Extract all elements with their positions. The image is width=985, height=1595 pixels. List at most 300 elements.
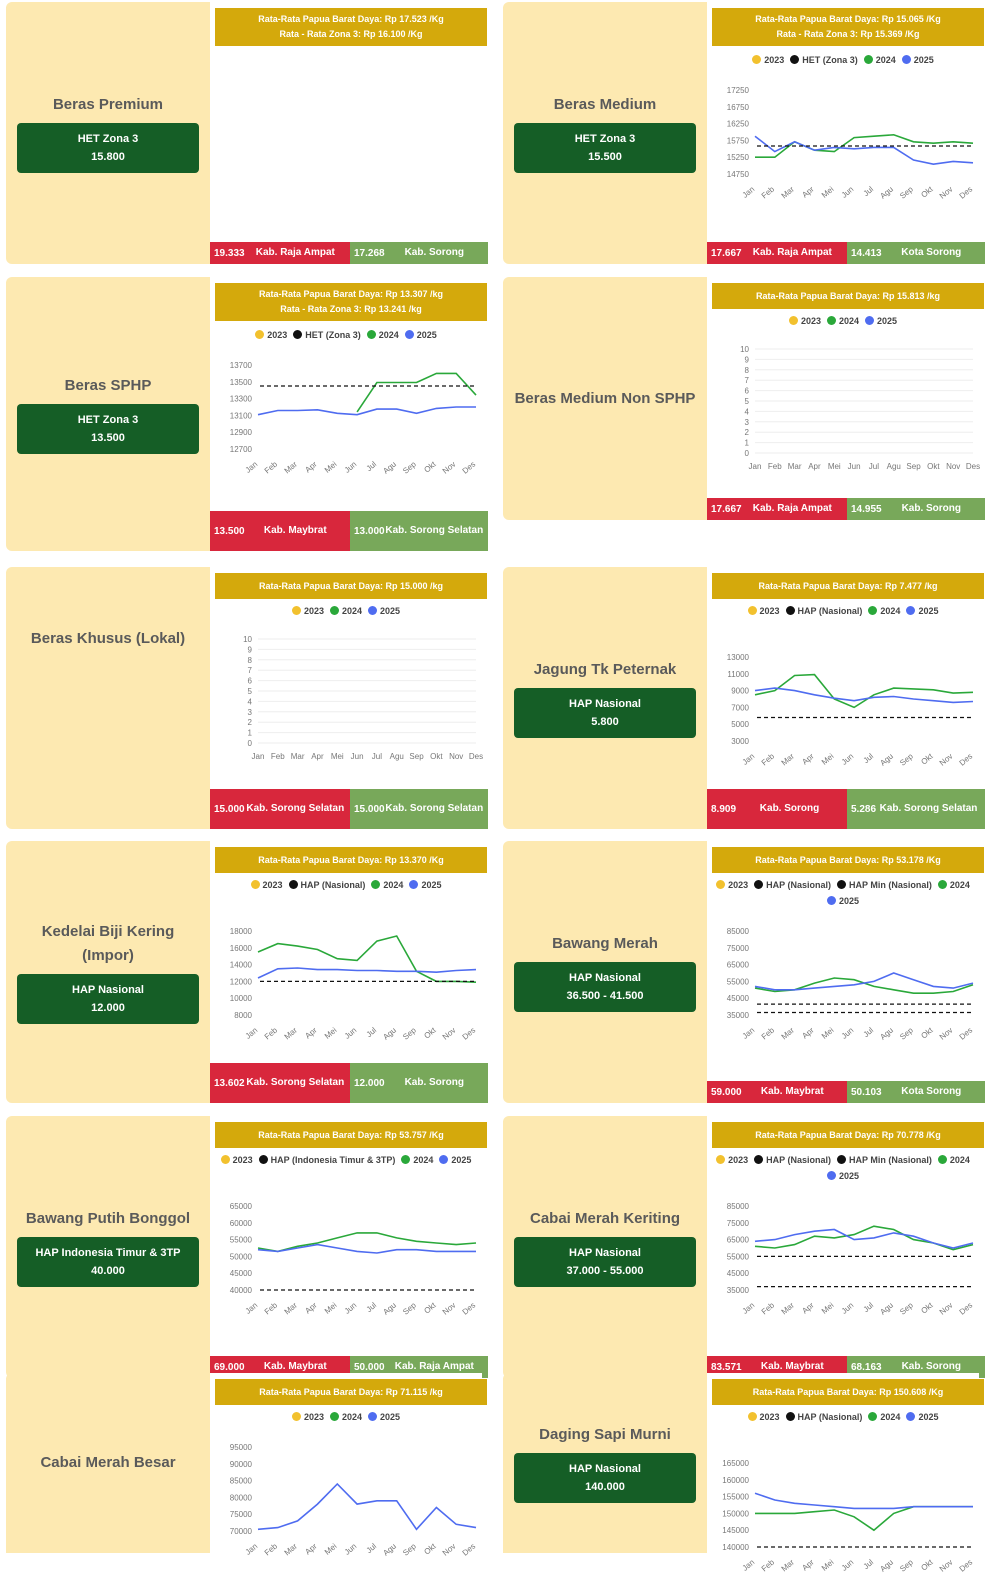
price-footer	[707, 1081, 985, 1103]
card-beras-sphp[interactable]	[6, 277, 482, 551]
x-tick-label: Jun	[342, 1541, 359, 1557]
x-tick-label: Agu	[389, 752, 404, 761]
legend-label: 2024	[378, 330, 399, 340]
legend-dot-icon	[837, 880, 846, 889]
x-tick-label: Agu	[878, 751, 896, 768]
x-tick-label: Feb	[262, 1300, 280, 1317]
min-location: Kab. Sorong	[404, 247, 465, 258]
y-tick-label: 55000	[229, 1235, 252, 1245]
legend-label: 2024	[341, 1412, 363, 1422]
legend-item[interactable]	[716, 1152, 748, 1168]
legend-label: 2024	[383, 880, 404, 890]
y-tick-label: 13500	[229, 377, 252, 387]
price-footer	[210, 1063, 488, 1103]
legend-item[interactable]	[748, 1409, 780, 1425]
y-tick-label: 140000	[722, 1543, 749, 1552]
x-tick-label: Des	[957, 1300, 975, 1317]
min-price[interactable]	[350, 1063, 488, 1103]
legend-item[interactable]	[367, 327, 399, 343]
legend-dot-icon	[864, 55, 873, 64]
legend-item[interactable]	[837, 1152, 932, 1168]
card-cabai-merah-keriting[interactable]	[503, 1116, 979, 1378]
legend-item[interactable]	[255, 327, 287, 343]
min-value: 68.163	[851, 1361, 882, 1373]
max-value: 19.333	[214, 247, 245, 259]
chart-legend	[210, 327, 482, 343]
y-tick-label: 9	[247, 645, 252, 655]
legend-dot-icon	[827, 1171, 836, 1180]
y-tick-label: 6	[247, 676, 252, 686]
x-tick-label: Okt	[430, 752, 443, 761]
x-tick-label: Jan	[251, 752, 265, 761]
min-price[interactable]	[847, 498, 985, 520]
legend-item[interactable]	[789, 313, 821, 329]
y-tick-label: 75000	[726, 1218, 749, 1228]
average-province: Rata-Rata Papua Barat Daya: Rp 7.477 /kg	[758, 580, 938, 591]
min-value: 17.268	[354, 247, 385, 259]
y-tick-label: 55000	[726, 1252, 749, 1262]
x-tick-label: Apr	[303, 1025, 319, 1041]
x-tick-label: Apr	[800, 1025, 816, 1041]
legend-dot-icon	[368, 606, 377, 615]
x-tick-label: Mar	[282, 1300, 299, 1317]
y-tick-label: 8	[744, 365, 749, 375]
commodity-name: Bawang Merah	[552, 935, 658, 952]
x-tick-label: Feb	[767, 462, 782, 471]
legend-label: 2024	[880, 606, 901, 616]
y-tick-label: 145000	[722, 1526, 749, 1536]
legend-item[interactable]	[786, 1409, 863, 1425]
y-tick-label: 60000	[229, 1218, 252, 1228]
price-chart	[707, 1455, 979, 1595]
x-tick-label: Mar	[779, 1025, 796, 1042]
legend-label: 2023	[764, 55, 785, 65]
legend-dot-icon	[255, 330, 264, 339]
average-zone: Rata - Rata Zona 3: Rp 15.369 /Kg	[776, 29, 920, 39]
legend-dot-icon	[786, 1412, 795, 1421]
average-header	[712, 573, 984, 599]
legend-label: 2024	[875, 55, 896, 65]
y-tick-label: 3000	[731, 737, 749, 746]
x-tick-label: Jan	[740, 751, 757, 767]
card-beras-khusus[interactable]	[6, 567, 482, 829]
max-price[interactable]	[210, 511, 350, 551]
x-tick-label: Sep	[401, 1300, 418, 1317]
card-cabai-merah-besar[interactable]	[6, 1373, 482, 1558]
y-tick-label: 75000	[229, 1510, 252, 1520]
x-tick-label: Mar	[787, 462, 802, 471]
y-tick-label: 13000	[726, 653, 749, 662]
card-kedelai[interactable]	[6, 841, 482, 1103]
legend-item[interactable]	[938, 1152, 970, 1168]
x-tick-label: Jan	[243, 1025, 260, 1041]
legend-dot-icon	[938, 880, 947, 889]
x-tick-label: Mar	[282, 1025, 299, 1042]
legend-item[interactable]	[754, 877, 831, 893]
average-header	[215, 847, 487, 873]
x-tick-label: Sep	[906, 462, 921, 471]
y-tick-label: 10	[740, 345, 749, 354]
y-tick-label: 15750	[726, 136, 749, 146]
x-tick-label: Des	[965, 462, 981, 471]
x-tick-label: Jul	[364, 1300, 379, 1315]
y-tick-label: 2	[247, 718, 252, 728]
min-price[interactable]	[350, 242, 488, 264]
commodity-panel	[6, 1373, 210, 1553]
max-value: 59.000	[711, 1086, 742, 1098]
commodity-panel	[503, 1116, 707, 1378]
x-tick-label: Feb	[759, 751, 777, 768]
min-location: Kab. Raja Ampat	[394, 1361, 474, 1372]
legend-item[interactable]	[902, 52, 934, 68]
legend-label: HAP (Nasional)	[766, 880, 831, 890]
card-beras-medium-non-sphp[interactable]	[503, 277, 979, 520]
legend-item[interactable]	[864, 52, 896, 68]
min-price[interactable]	[350, 789, 488, 829]
legend-label: 2025	[380, 606, 401, 616]
average-province: Rata-Rata Papua Barat Daya: Rp 53.178 /Kg	[755, 854, 941, 865]
max-location: Kab. Maybrat	[263, 525, 327, 536]
commodity-panel	[503, 841, 707, 1103]
min-location: Kab. Sorong Selatan	[879, 803, 978, 814]
series-line-2025	[755, 1493, 973, 1508]
legend-dot-icon	[754, 1155, 763, 1164]
chart-legend	[707, 1152, 979, 1184]
x-tick-label: Jun	[342, 459, 359, 475]
max-price[interactable]	[210, 789, 350, 829]
legend-item[interactable]	[786, 603, 863, 619]
legend-item[interactable]	[401, 1152, 433, 1168]
series-line-2024	[755, 675, 973, 708]
chart-panel	[210, 1373, 482, 1558]
legend-item[interactable]	[330, 603, 362, 619]
het-badge	[514, 123, 696, 173]
y-tick-label: 4	[247, 697, 252, 707]
min-price[interactable]	[847, 1081, 985, 1103]
y-tick-label: 15250	[726, 153, 749, 163]
max-value: 15.000	[214, 803, 245, 815]
average-header	[712, 847, 984, 873]
x-tick-label: Jan	[748, 462, 762, 471]
x-tick-label: Des	[957, 1025, 975, 1042]
y-tick-label: 150000	[722, 1509, 749, 1519]
badge-value: 5.800	[591, 716, 619, 728]
average-header	[712, 1122, 984, 1148]
average-province: Rata-Rata Papua Barat Daya: Rp 71.115 /kg	[259, 1386, 443, 1397]
x-tick-label: Nov	[937, 1025, 955, 1042]
min-value: 12.000	[354, 1077, 385, 1089]
legend-item[interactable]	[790, 52, 858, 68]
average-header	[712, 1379, 984, 1405]
legend-label: 2024	[838, 316, 860, 326]
x-tick-label: Jul	[868, 462, 880, 471]
y-tick-label: 35000	[726, 1286, 749, 1295]
x-tick-label: Okt	[919, 184, 935, 200]
y-tick-label: 75000	[726, 943, 749, 953]
x-tick-label: Des	[957, 184, 975, 201]
legend-label: HAP (Indonesia Timur & 3TP)	[270, 1155, 396, 1165]
price-chart	[707, 341, 979, 481]
average-province: Rata-Rata Papua Barat Daya: Rp 53.757 /Kg	[258, 1129, 444, 1140]
commodity-panel	[503, 567, 707, 829]
min-value: 50.000	[354, 1361, 385, 1373]
legend-dot-icon	[716, 880, 725, 889]
y-tick-label: 0	[744, 449, 749, 458]
badge-label: HAP Indonesia Timur & 3TP	[35, 1247, 181, 1259]
x-tick-label: Okt	[422, 459, 438, 475]
legend-item[interactable]	[868, 1409, 900, 1425]
y-tick-label: 16750	[726, 102, 749, 112]
card-daging-sapi[interactable]	[503, 1373, 979, 1574]
commodity-panel	[6, 2, 210, 264]
min-price[interactable]	[847, 242, 985, 264]
legend-label: 2024	[341, 606, 363, 616]
x-tick-label: Sep	[898, 1300, 915, 1317]
x-tick-label: Apr	[800, 751, 816, 767]
chart-panel	[707, 1116, 979, 1378]
average-header	[712, 8, 984, 46]
y-tick-label: 7000	[731, 703, 749, 713]
legend-item[interactable]	[906, 1409, 938, 1425]
min-location: Kab. Sorong	[901, 1361, 962, 1372]
legend-label: HAP (Nasional)	[797, 1412, 863, 1422]
x-tick-label: Mar	[282, 459, 299, 476]
x-tick-label: Jun	[839, 1300, 856, 1316]
max-value: 69.000	[214, 1361, 245, 1373]
x-tick-label: Nov	[937, 184, 955, 201]
x-tick-label: Jul	[861, 1300, 876, 1315]
y-tick-label: 12900	[229, 428, 252, 438]
max-price[interactable]	[707, 498, 847, 520]
min-location: Kab. Sorong	[901, 503, 962, 514]
x-tick-label: Okt	[422, 1300, 438, 1316]
x-tick-label: Mar	[282, 1541, 299, 1558]
legend-dot-icon	[868, 1412, 877, 1421]
legend-dot-icon	[752, 55, 761, 64]
y-tick-label: 1	[247, 728, 252, 738]
legend-item[interactable]	[837, 877, 932, 893]
max-location: Kab. Maybrat	[263, 1361, 327, 1372]
badge-label: HET Zona 3	[574, 133, 636, 145]
legend-item[interactable]	[292, 1409, 324, 1425]
average-province: Rata-Rata Papua Barat Daya: Rp 70.778 /Kg	[755, 1129, 941, 1140]
x-tick-label: Agu	[381, 1541, 399, 1558]
min-price[interactable]	[350, 511, 488, 551]
card-beras-premium[interactable]	[6, 2, 482, 264]
x-tick-label: Jul	[364, 1541, 379, 1556]
badge-label: HET Zona 3	[77, 414, 139, 426]
het-badge	[17, 404, 199, 454]
chart-legend	[707, 877, 979, 909]
chart-panel	[210, 2, 482, 264]
legend-label: 2025	[913, 55, 934, 65]
average-header	[215, 1122, 487, 1148]
legend-item[interactable]	[439, 1152, 471, 1168]
legend-item[interactable]	[259, 1152, 396, 1168]
y-tick-label: 0	[247, 739, 252, 748]
y-tick-label: 18000	[229, 927, 252, 936]
legend-dot-icon	[367, 330, 376, 339]
x-tick-label: Mar	[779, 184, 796, 201]
max-price[interactable]	[707, 1081, 847, 1103]
x-tick-label: Mei	[330, 752, 344, 761]
y-tick-label: 7	[247, 666, 252, 676]
y-tick-label: 45000	[229, 1269, 252, 1279]
y-tick-label: 12700	[229, 445, 252, 454]
legend-item[interactable]	[409, 877, 441, 893]
commodity-name: Beras Khusus (Lokal)	[30, 630, 186, 647]
legend-item[interactable]	[716, 877, 748, 893]
x-tick-label: Nov	[449, 752, 464, 761]
legend-item[interactable]	[827, 313, 859, 329]
x-tick-label: Jan	[243, 1541, 260, 1557]
card-bawang-merah[interactable]	[503, 841, 979, 1103]
legend-label: 2025	[877, 316, 898, 326]
x-tick-label: Apr	[800, 1300, 816, 1316]
chart-panel	[210, 567, 482, 829]
y-tick-label: 65000	[726, 960, 749, 970]
legend-item[interactable]	[330, 1409, 362, 1425]
min-value: 50.103	[851, 1086, 882, 1098]
legend-label: 2023	[267, 330, 288, 340]
series-line-2025	[258, 1484, 476, 1529]
x-tick-label: Agu	[381, 1025, 399, 1042]
x-tick-label: Agu	[878, 1300, 896, 1317]
legend-label: 2024	[880, 1412, 901, 1422]
badge-label: HAP Nasional	[569, 1247, 641, 1259]
x-tick-label: Feb	[759, 1300, 777, 1317]
legend-dot-icon	[405, 330, 414, 339]
x-tick-label: Feb	[759, 184, 777, 201]
average-header	[215, 8, 487, 46]
max-value: 13.500	[214, 525, 245, 537]
badge-label: HAP Nasional	[569, 972, 641, 984]
max-price[interactable]	[210, 1063, 350, 1103]
x-tick-label: Des	[460, 459, 478, 476]
chart-legend	[707, 603, 979, 619]
max-price[interactable]	[707, 242, 847, 264]
badge-value: 36.500 - 41.500	[566, 990, 644, 1002]
y-tick-label: 85000	[726, 1202, 749, 1211]
chart-legend	[210, 877, 482, 893]
y-tick-label: 155000	[722, 1492, 749, 1502]
price-chart	[707, 82, 979, 222]
legend-item[interactable]	[748, 603, 780, 619]
legend-item[interactable]	[752, 52, 784, 68]
x-tick-label: Sep	[898, 184, 915, 201]
y-tick-label: 5	[247, 687, 252, 696]
legend-item[interactable]	[938, 877, 970, 893]
legend-label: HAP (Nasional)	[300, 880, 366, 890]
legend-label: 2025	[918, 606, 939, 616]
legend-item[interactable]	[251, 877, 283, 893]
x-tick-label: Jun	[342, 1300, 359, 1316]
y-tick-label: 13300	[229, 394, 252, 404]
price-footer	[210, 242, 488, 264]
legend-item[interactable]	[868, 603, 900, 619]
min-price[interactable]	[847, 789, 985, 829]
hap-badge	[514, 1453, 696, 1503]
legend-item[interactable]	[368, 603, 400, 619]
legend-item[interactable]	[371, 877, 403, 893]
legend-item[interactable]	[289, 877, 366, 893]
x-tick-label: Sep	[898, 751, 915, 768]
legend-item[interactable]	[906, 603, 938, 619]
legend-dot-icon	[409, 880, 418, 889]
x-tick-label: Sep	[409, 752, 424, 761]
y-tick-label: 45000	[726, 994, 749, 1004]
x-tick-label: Jan	[740, 1300, 757, 1316]
x-tick-label: Mei	[819, 184, 836, 200]
legend-dot-icon	[368, 1412, 377, 1421]
max-location: Kab. Sorong Selatan	[246, 1077, 345, 1088]
y-tick-label: 16000	[229, 943, 252, 953]
legend-label: 2023	[759, 1412, 780, 1422]
x-tick-label: Mei	[827, 462, 841, 471]
chart-legend	[707, 1409, 979, 1425]
y-tick-label: 70000	[229, 1527, 252, 1536]
legend-item[interactable]	[865, 313, 897, 329]
legend-item[interactable]	[827, 893, 859, 909]
card-jagung[interactable]	[503, 567, 979, 829]
x-tick-label: Agu	[886, 462, 901, 471]
legend-label: 2024	[949, 880, 970, 890]
x-tick-label: Nov	[946, 462, 961, 471]
x-tick-label: Mar	[779, 1300, 796, 1317]
x-tick-label: Des	[957, 1557, 975, 1574]
series-line-2025	[258, 407, 476, 415]
max-price[interactable]	[707, 789, 847, 829]
legend-item[interactable]	[827, 1168, 859, 1184]
legend-dot-icon	[789, 316, 798, 325]
y-tick-label: 55000	[726, 977, 749, 987]
max-value: 17.667	[711, 503, 742, 515]
card-bawang-putih[interactable]	[6, 1116, 482, 1378]
legend-dot-icon	[401, 1155, 410, 1164]
legend-dot-icon	[868, 606, 877, 615]
legend-label: 2023	[759, 606, 780, 616]
y-tick-label: 80000	[229, 1493, 252, 1503]
price-chart	[707, 649, 979, 789]
card-beras-medium[interactable]	[503, 2, 979, 264]
x-tick-label: Jun	[847, 462, 861, 471]
max-price[interactable]	[210, 242, 350, 264]
max-location: Kab. Sorong	[759, 803, 820, 814]
y-tick-label: 14750	[726, 170, 749, 179]
legend-item[interactable]	[293, 327, 361, 343]
legend-item[interactable]	[754, 1152, 831, 1168]
commodity-panel	[503, 1373, 707, 1553]
max-location: Kab. Sorong Selatan	[246, 803, 345, 814]
min-value: 5.286	[851, 803, 877, 815]
x-tick-label: Mei	[819, 751, 836, 767]
legend-dot-icon	[330, 606, 339, 615]
badge-value: 15.500	[588, 151, 622, 163]
legend-item[interactable]	[292, 603, 324, 619]
x-tick-label: Nov	[937, 1557, 955, 1574]
x-tick-label: Apr	[800, 184, 816, 200]
legend-item[interactable]	[368, 1409, 400, 1425]
legend-item[interactable]	[221, 1152, 253, 1168]
x-tick-label: Apr	[303, 459, 319, 475]
x-tick-label: Sep	[401, 459, 418, 476]
average-province: Rata-Rata Papua Barat Daya: Rp 13.307 /kg	[258, 289, 444, 299]
chart-panel	[210, 1116, 482, 1378]
x-tick-label: Okt	[919, 751, 935, 767]
legend-item[interactable]	[405, 327, 437, 343]
max-location: Kab. Raja Ampat	[752, 247, 832, 258]
y-tick-label: 6	[744, 386, 749, 396]
